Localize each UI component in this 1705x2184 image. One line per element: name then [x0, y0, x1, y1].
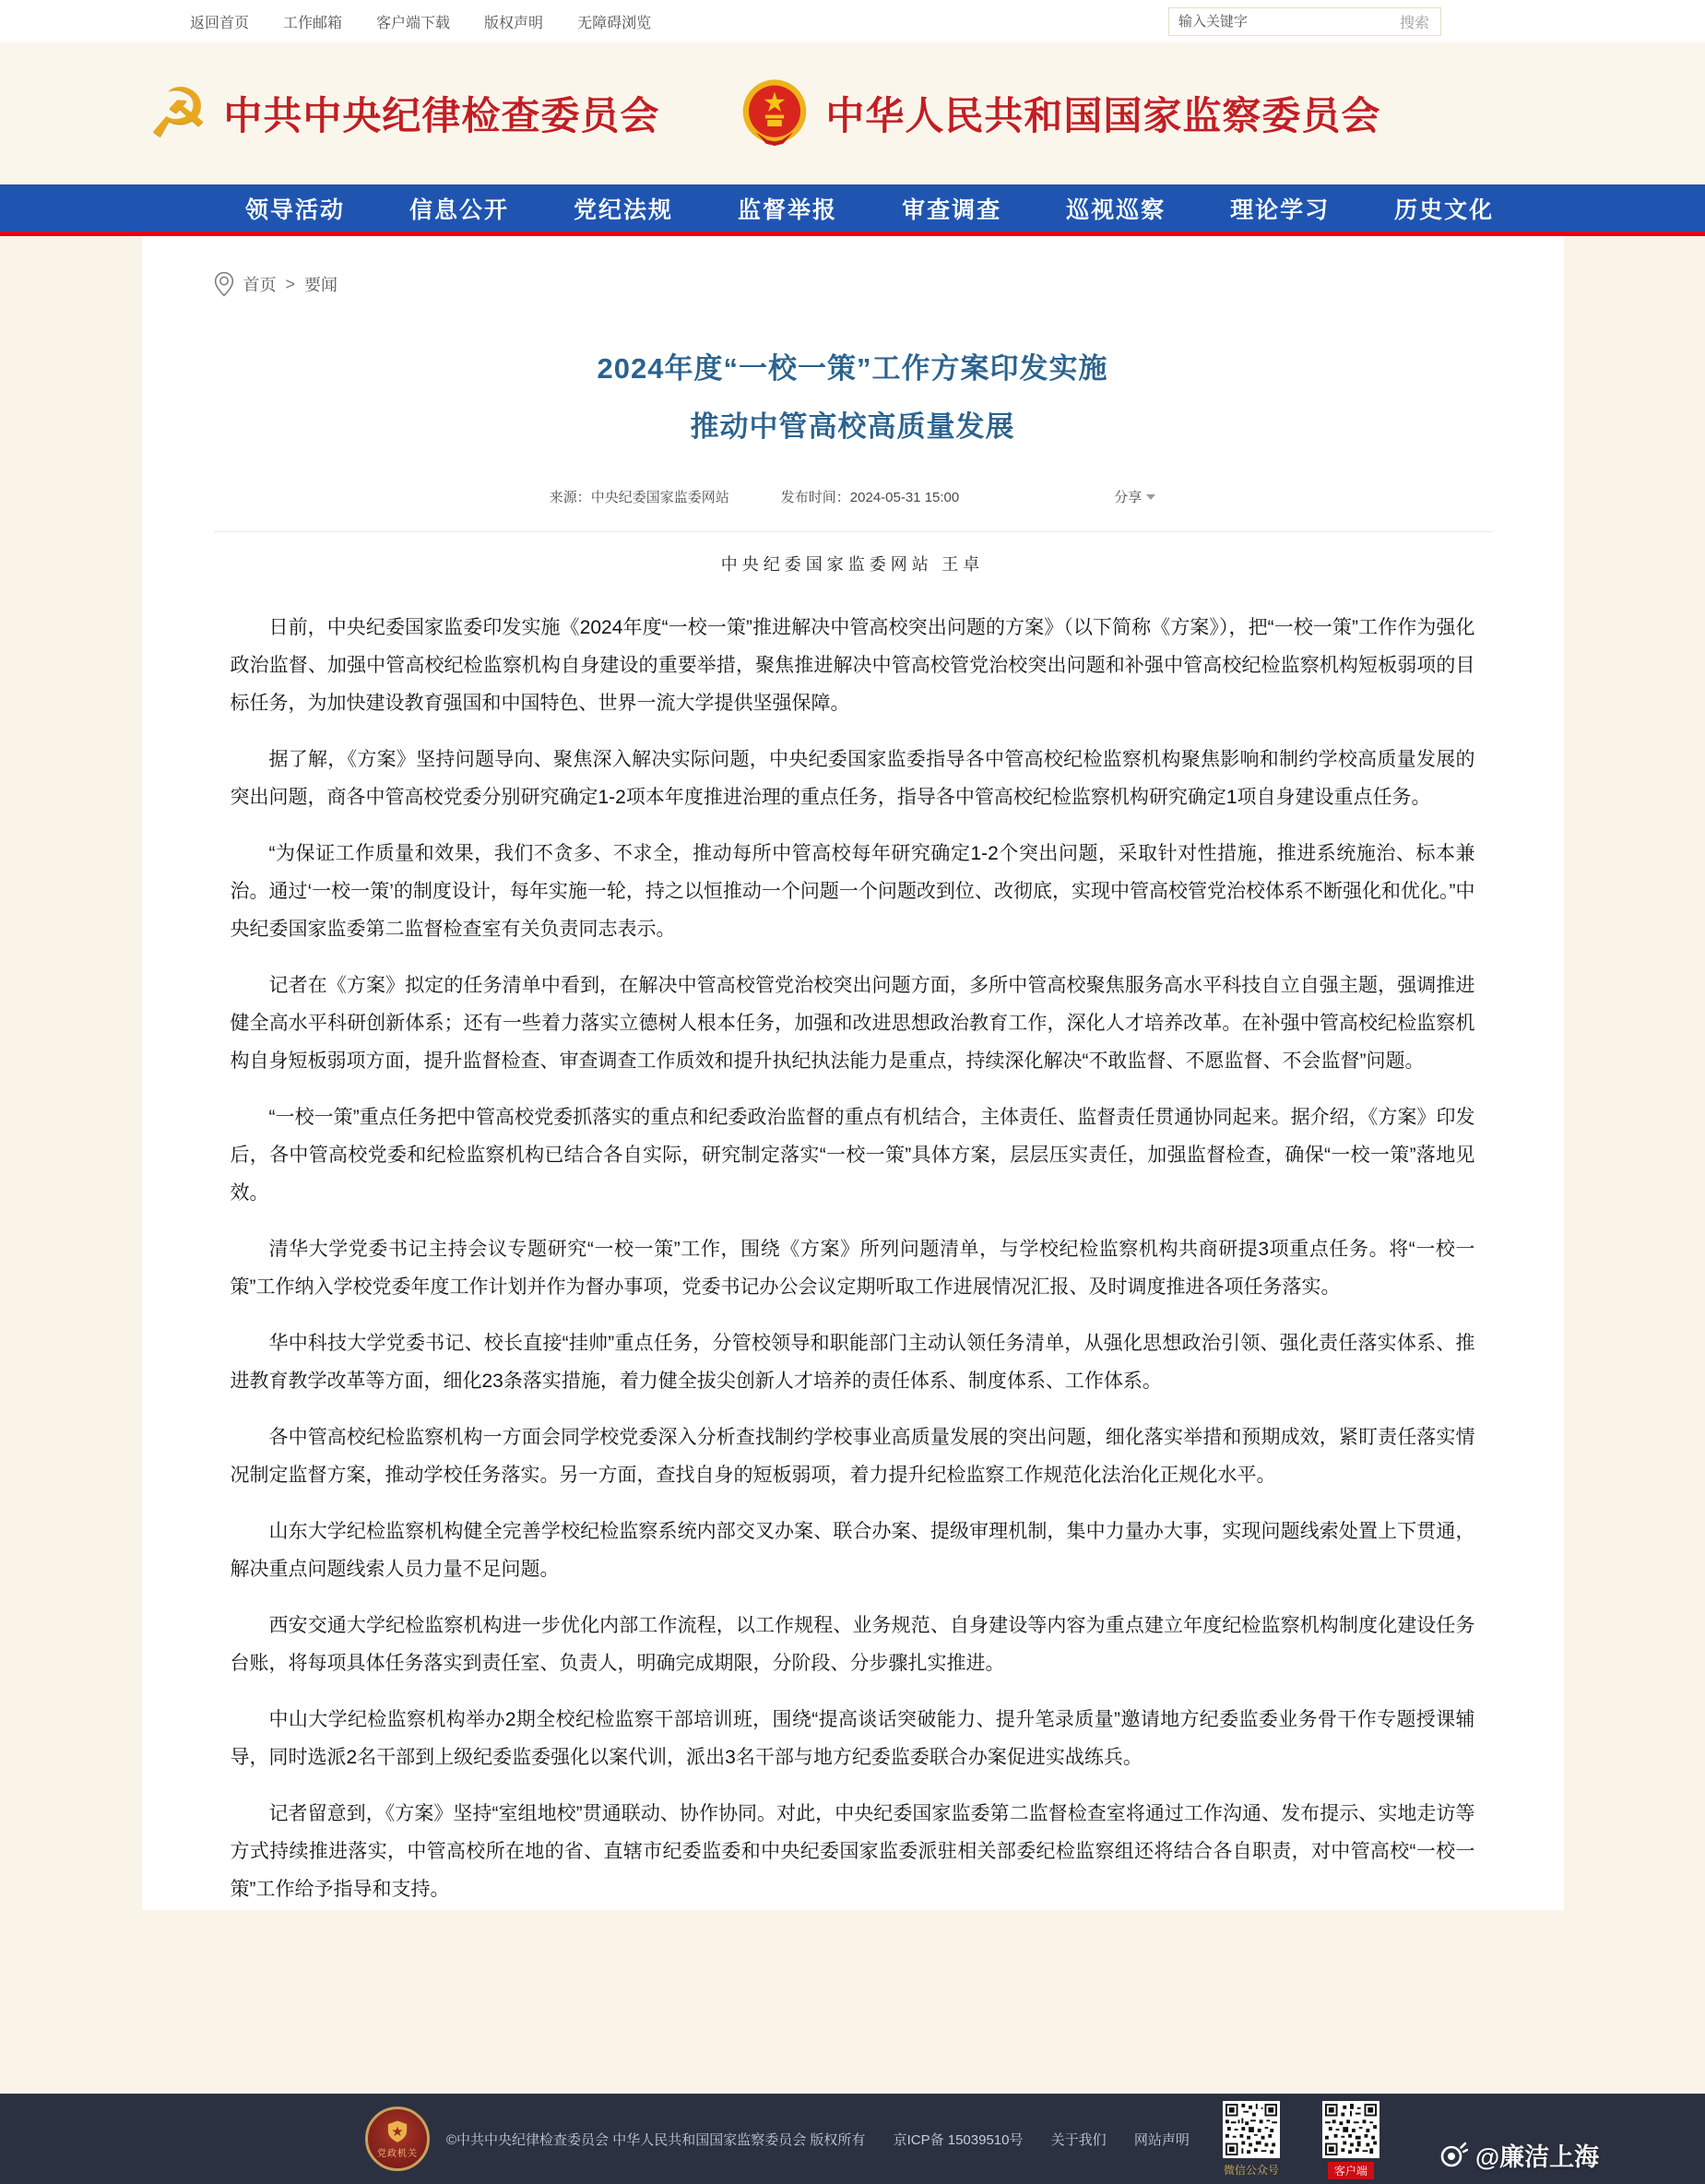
search-box — [1168, 7, 1441, 36]
breadcrumb-separator: > — [285, 274, 296, 293]
article-paragraph: 记者留意到，《方案》坚持“室组地校”贯通联动、协作协同。对此，中央纪委国家监委第二监督检查室将通过工作沟通、发布提示、实地走访等方式持续推进落实，中管高校所在地的省、直辖市纪委监委和中央纪委国家监委派驻相关部委纪检监察组还将结合各自职责，对中管高校“一校一策”工作给予指导和支持。 — [230, 1803, 1475, 1900]
national-emblem-icon — [739, 77, 811, 149]
source-block — [550, 487, 729, 506]
watermark-text: @廉洁上海 — [1474, 2143, 1600, 2171]
meta-divider — [214, 531, 1492, 532]
article-paragraph: 各中管高校纪检监察机构一方面会同学校党委深入分析查找制约学校事业高质量发展的突出问题，细化落实举措和预期成效，紧盯责任落实情况制定监督方案，推动学校任务落实。另一方面，查找自身的短板弱项，着力提升纪检监察工作规范化法治化正规化水平。 — [230, 1427, 1475, 1486]
party-emblem-icon: ☭ — [148, 75, 209, 151]
topbar-link-client-download[interactable]: 客户端下载 — [376, 15, 451, 31]
topbar-links — [0, 11, 651, 32]
nav-item-party-discipline-regulations[interactable]: 党纪法规 — [574, 196, 674, 223]
wechat-qr-block — [1223, 2099, 1280, 2179]
nav-item-theory-study[interactable]: 理论学习 — [1230, 196, 1331, 223]
content-card — [142, 236, 1564, 1910]
article-body — [231, 609, 1475, 1908]
footer-qr-group — [1223, 2099, 1379, 2179]
nav-item-supervision-reporting[interactable]: 监督举报 — [738, 196, 838, 223]
article-paragraph: 华中科技大学党委书记、校长直接“挂帅”重点任务，分管校领导和职能部门主动认领任务清单，从强化思想政治引领、强化责任落实体系、推进教育教学改革等方面，细化23条落实措施，着力健全拔尖创新人才培养的责任体系、制度体系、工作体系。 — [230, 1333, 1475, 1392]
topbar-link-accessibility[interactable]: 无障碍浏览 — [577, 15, 652, 31]
breadcrumb-current[interactable]: 要闻 — [304, 276, 338, 294]
article-paragraph: “一校一策”重点任务把中管高校党委抓落实的重点和纪委政治监督的重点有机结合，主体责任、监督责任贯通协同起来。据介绍，《方案》印发后，各中管高校党委和纪检监察机构已结合各自实际，研究制定落实“一校一策”具体方案，层层压实责任，加强监督检查，确保“一校一策”落地见效。 — [230, 1107, 1475, 1204]
chevron-down-icon — [1146, 494, 1155, 500]
topbar-link-work-mail[interactable]: 工作邮箱 — [283, 15, 343, 31]
breadcrumb-home[interactable]: 首页 — [243, 276, 277, 294]
source-value: 中央纪委国家监委网站 — [590, 490, 729, 505]
ccdi-org-block — [148, 75, 660, 151]
topbar-link-home[interactable]: 返回首页 — [190, 15, 250, 31]
ccdi-org-name: 中共中央纪律检查委员会 — [223, 96, 660, 138]
publish-time-block — [781, 487, 959, 506]
article-paragraph: 中山大学纪检监察机构举办2期全校纪检监察干部培训班，围绕“提高谈话突破能力、提升笔录质量”邀请地方纪委监委业务骨干作专题授课辅导，同时选派2名干部到上级纪委监委强化以案代训，派出3名干部与地方纪委监委联合办案促进实战练兵。 — [230, 1709, 1475, 1768]
source-label: 来源： — [549, 490, 591, 505]
article-title-line1: 2024年度“一校一策”工作方案印发实施 — [597, 352, 1108, 385]
nav-item-history-culture[interactable]: 历史文化 — [1394, 196, 1495, 223]
wechat-qr-label: 微信公众号 — [1223, 2163, 1279, 2177]
nav-item-inspection-tours[interactable]: 巡视巡察 — [1066, 196, 1166, 223]
top-utility-bar — [0, 0, 1705, 42]
article-paragraph: 日前，中央纪委国家监委印发实施《2024年度“一校一策”推进解决中管高校突出问题的方案》（以下简称《方案》），把“一校一策”工作作为强化政治监督、加强中管高校纪检监察机构自身建设的重要举措，聚焦推进解决中管高校管党治校突出问题和补强中管高校纪检监察机构短板弱项的目标任务，为加快建设教育强国和中国特色、世界一流大学提供坚强保障。 — [230, 617, 1475, 714]
topbar-link-copyright-notice[interactable]: 版权声明 — [484, 15, 544, 31]
footer-copyright: ©中共中央纪律检查委员会 中华人民共和国国家监察委员会 版权所有 — [446, 2131, 866, 2148]
client-qr-label: 客户端 — [1328, 2162, 1374, 2179]
article-paragraph: 西安交通大学纪检监察机构进一步优化内部工作流程，以工作规程、业务规范、自身建设等内容为重点建立年度纪检监察机构制度化建设任务台账，将每项具体任务落实到责任室、负责人，明确完成期限，分阶段、分步骤扎实推进。 — [230, 1615, 1475, 1674]
footer-icp: 京ICP备 15039510号 — [893, 2131, 1024, 2148]
article-paragraph: 清华大学党委书记主持会议专题研究“一校一策”工作，围绕《方案》所列问题清单，与学校纪检监察机构共商研提3项重点任务。将“一校一策”工作纳入学校党委年度工作计划并作为督办事项，党委书记办公会议定期听取工作进展情况汇报、及时调度推进各项任务落实。 — [230, 1239, 1475, 1298]
masthead — [0, 42, 1705, 184]
publish-time-value: 2024-05-31 15:00 — [849, 490, 960, 505]
wechat-qr-code — [1223, 2101, 1280, 2158]
nav-item-leadership-activities[interactable]: 领导活动 — [245, 196, 346, 223]
client-qr-code — [1322, 2101, 1379, 2158]
article-title-line2: 推动中管高校高质量发展 — [690, 410, 1015, 443]
article-paragraph: “为保证工作质量和效果，我们不贪多、不求全，推动每所中管高校每年研究确定1-2个突出问题，采取针对性措施，推进系统施治、标本兼治。通过‘一校一策’的制度设计，每年实施一轮，持之以恒推动一个问题一个问题改到位、改彻底，实现中管高校管党治校体系不断强化和优化。”中央纪委国家监委第二监督检查室有关负责同志表示。 — [230, 843, 1475, 940]
article-paragraph: 记者在《方案》拟定的任务清单中看到，在解决中管高校管党治校突出问题方面，多所中管高校聚焦服务高水平科技自立自强主题，强调推进健全高水平科研创新体系；还有一些着力落实立德树人根本任务，加强和改进思想政治教育工作，深化人才培养改革。在补强中管高校纪检监察机构自身短板弱项方面，提升监督检查、审查调查工作质效和提升执纪执法能力是重点，持续深化解决“不敢监督、不愿监督、不会监督”问题。 — [230, 975, 1475, 1072]
gov-badge-label: 党政机关 — [377, 2148, 418, 2159]
footer-link-statement[interactable]: 网站声明 — [1133, 2131, 1190, 2148]
article-meta — [142, 487, 1564, 506]
footer-link-about[interactable]: 关于我们 — [1050, 2131, 1107, 2148]
breadcrumb — [142, 236, 1564, 297]
shield-icon — [386, 2119, 408, 2143]
gov-agency-badge — [365, 2107, 430, 2171]
weibo-eye-icon — [1437, 2140, 1468, 2171]
nsc-org-name: 中华人民共和国国家监察委员会 — [825, 96, 1381, 138]
publish-time-label: 发布时间： — [780, 490, 850, 505]
search-button[interactable]: 搜索 — [1389, 11, 1440, 32]
share-button[interactable] — [1114, 487, 1155, 506]
share-label: 分享 — [1114, 490, 1143, 505]
footer-text — [446, 2130, 1214, 2149]
nsc-org-block — [739, 77, 1380, 149]
article-paragraph: 山东大学纪检监察机构健全完善学校纪检监察系统内部交叉办案、联合办案、提级审理机制，集中力量办大事，实现问题线索处置上下贯通，解决重点问题线索人员力量不足问题。 — [230, 1521, 1475, 1580]
nav-item-review-investigation[interactable]: 审查调查 — [902, 196, 1002, 223]
nav-item-information-disclosure[interactable]: 信息公开 — [409, 196, 510, 223]
client-qr-block — [1322, 2099, 1379, 2179]
weibo-watermark — [1437, 2137, 1599, 2173]
article-paragraph: 据了解，《方案》坚持问题导向、聚焦深入解决实际问题，中央纪委国家监委指导各中管高校纪检监察机构聚焦影响和制约学校高质量发展的突出问题，商各中管高校党委分别研究确定1-2项本年度推进治理的重点任务，指导各中管高校纪检监察机构研究确定1项自身建设重点任务。 — [230, 749, 1475, 808]
page-footer — [0, 2094, 1705, 2184]
location-pin-icon — [214, 271, 234, 297]
search-input[interactable] — [1169, 8, 1389, 35]
article-byline: 中央纪委国家监委网站 王卓 — [720, 555, 985, 574]
main-navigation — [0, 184, 1705, 236]
